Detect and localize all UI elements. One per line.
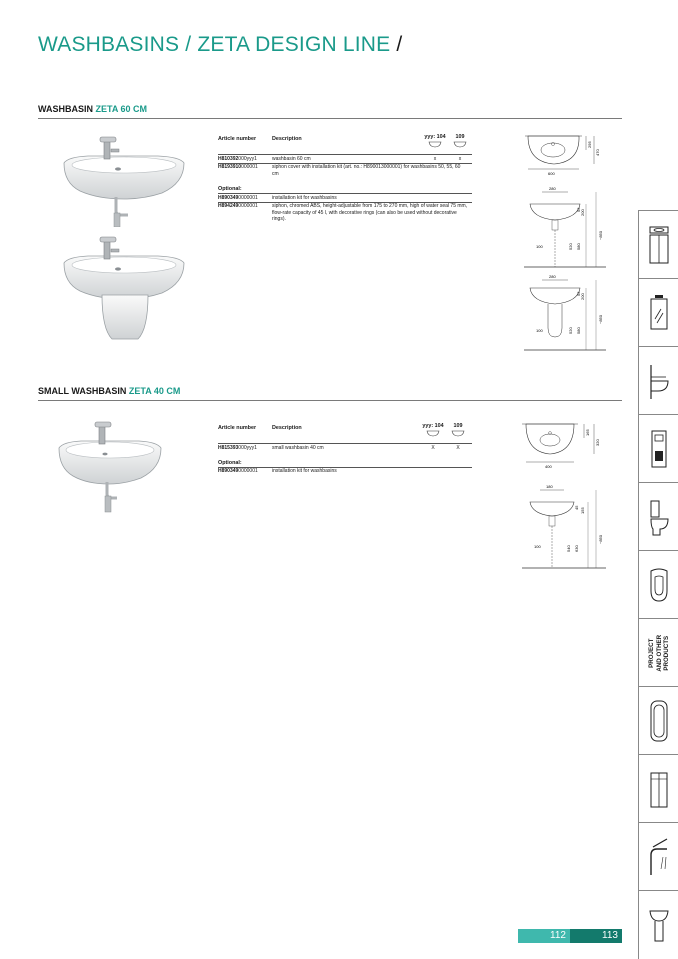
tab-mirrors[interactable] [638, 278, 678, 347]
pedestal-washbasin-icon [646, 903, 672, 947]
table-row [218, 193, 472, 202]
dim-side-c: 540 [566, 545, 571, 552]
dim-side-top: 180 [546, 484, 553, 489]
dim-top-bowl: 295 [587, 141, 592, 148]
tab-installation-systems[interactable] [638, 414, 678, 483]
dim-side2-c: 520 [568, 327, 573, 334]
section-title-zeta-60 [38, 104, 147, 114]
table-row [218, 202, 472, 224]
col-variant-b [448, 134, 472, 148]
technical-drawing-zeta-40 [518, 418, 610, 573]
optional-label: Optional: [218, 186, 242, 192]
project-tab-label: PROJECT AND OTHER PRODUCTS [647, 634, 670, 672]
washbasin-60-pedestal-image [58, 235, 188, 345]
dim-side1-b: 200 [580, 209, 585, 216]
section-title-prefix: WASHBASIN [38, 104, 94, 114]
table-row [218, 467, 472, 476]
col-description: Description [272, 136, 302, 142]
tab-shower-enclosures[interactable] [638, 754, 678, 823]
dim-side1-top: 280 [549, 186, 556, 191]
col-description: Description [272, 425, 302, 431]
dim-top-depth: 470 [595, 149, 600, 156]
dim-side2-b: 200 [580, 293, 585, 300]
description: washbasin 60 cm [272, 155, 311, 162]
table-row [218, 163, 472, 178]
col-article-number: Article number [218, 425, 257, 431]
section-title-accent: ZETA 60 CM [95, 104, 148, 114]
dim-side2-d: 580 [576, 327, 581, 334]
section-rule [38, 118, 622, 119]
tab-faucets[interactable] [638, 822, 678, 891]
article-number: H815393000yyy1 [218, 444, 257, 451]
top-view-drawing [522, 424, 600, 469]
dim-side-left: 100 [534, 544, 541, 549]
description: small washbasin 40 cm [272, 444, 324, 451]
article-number: H8942490000001 [218, 203, 258, 210]
tab-washbasin-cabinets[interactable] [638, 210, 678, 279]
washbasin-40-image [55, 418, 165, 513]
dim-side2-a: 55 [576, 291, 581, 296]
washbasin-60-image [58, 135, 188, 227]
col-variant-a [421, 423, 445, 437]
mirror-icon [646, 291, 672, 335]
col-variant-b-label: 109 [455, 134, 465, 140]
col-article-number: Article number [218, 136, 257, 142]
front-view-drawing [524, 186, 606, 267]
description: installation kit for washbasins [272, 468, 337, 475]
dim-top-bowl: 165 [585, 429, 590, 436]
variant-bowl-icon [451, 430, 465, 437]
variant-bowl-icon [428, 141, 442, 148]
wall-hung-toilet-icon [646, 359, 672, 403]
variant-bowl-icon [426, 430, 440, 437]
dim-side1-a: 55 [576, 207, 581, 212]
page-title-slash: / [396, 33, 403, 56]
section-rule [38, 400, 622, 401]
tab-wall-hung-toilets[interactable] [638, 346, 678, 415]
dim-side-a: 45 [574, 505, 579, 510]
dim-side-total: ~850 [598, 534, 603, 544]
technical-drawing-zeta-60 [520, 132, 610, 357]
section-title-zeta-40 [38, 386, 180, 396]
faucet-icon [645, 835, 673, 879]
section-title-prefix: SMALL WASHBASIN [38, 386, 127, 396]
dim-side2-left: 100 [536, 328, 543, 333]
spec-header [218, 423, 472, 443]
description: siphon cover with installation kit (art. no.: H890013000001) for washbasins 50, 55, 60 cm [272, 164, 461, 177]
col-variant-a-label: yyy: 104 [422, 423, 444, 429]
col-variant-a-label: yyy: 104 [424, 134, 446, 140]
article-number: H810392000yyy1 [218, 155, 257, 162]
dim-side-b: 155 [580, 507, 585, 514]
col-variant-b-label: 109 [453, 423, 463, 429]
pedestal-view-drawing [524, 274, 606, 350]
variant-b-mark: x [458, 155, 462, 162]
article-number: H8193910000001 [218, 164, 258, 171]
front-view-drawing [522, 484, 606, 568]
tab-close-coupled-toilets[interactable] [638, 482, 678, 551]
variant-b-mark: X [456, 444, 460, 451]
washbasin-cabinet-icon [646, 223, 672, 267]
spec-table-zeta-40 [218, 423, 472, 476]
article-number: H8903490000001 [218, 468, 258, 475]
description: siphon, chromed ABS, height-adjustable from 175 to 270 mm, high of water seal 75 mm, flow-rate capacity of 45 l, with decorative rings (can also be used without decorative rings). [272, 203, 468, 223]
dim-side1-left: 100 [536, 244, 543, 249]
dim-side1-d: 580 [576, 243, 581, 250]
dim-side2-top: 280 [549, 274, 556, 279]
variant-a-mark: x [433, 155, 437, 162]
urinal-icon [646, 563, 672, 607]
section-title-accent: ZETA 40 CM [128, 386, 181, 396]
table-row [218, 443, 472, 452]
tab-bathtubs[interactable] [638, 686, 678, 755]
dim-side2-total: ~850 [598, 314, 603, 324]
dim-side-d: 630 [574, 545, 579, 552]
bathtub-icon [646, 697, 672, 745]
shower-enclosure-icon [646, 767, 672, 811]
page-number-right: 113 [570, 929, 622, 943]
tab-project-and-other-products[interactable] [638, 618, 678, 687]
top-view-drawing [525, 136, 600, 176]
variant-a-mark: X [431, 444, 435, 451]
variant-bowl-icon [453, 141, 467, 148]
col-variant-a [423, 134, 447, 148]
article-number: H8903490000001 [218, 194, 258, 201]
dim-top-depth: 320 [595, 439, 600, 446]
optional-label: Optional: [218, 459, 242, 466]
spec-header [218, 134, 472, 154]
installation-frame-icon [646, 427, 672, 471]
spec-table-zeta-60 [218, 134, 472, 223]
page-title [38, 33, 402, 57]
page-title-text: WASHBASINS / ZETA DESIGN LINE [38, 33, 391, 56]
table-row [218, 154, 472, 163]
col-variant-b [446, 423, 470, 437]
close-coupled-toilet-icon [646, 495, 672, 539]
description: installation kit for washbasins [272, 194, 337, 201]
tab-pedestal-washbasins[interactable] [638, 890, 678, 959]
page-number-left: 112 [518, 929, 570, 943]
tab-urinals[interactable] [638, 550, 678, 619]
dim-top-width: 400 [545, 464, 552, 469]
dim-side1-c: 520 [568, 243, 573, 250]
dim-side1-total: ~850 [598, 230, 603, 240]
dim-top-width: 600 [548, 171, 555, 176]
